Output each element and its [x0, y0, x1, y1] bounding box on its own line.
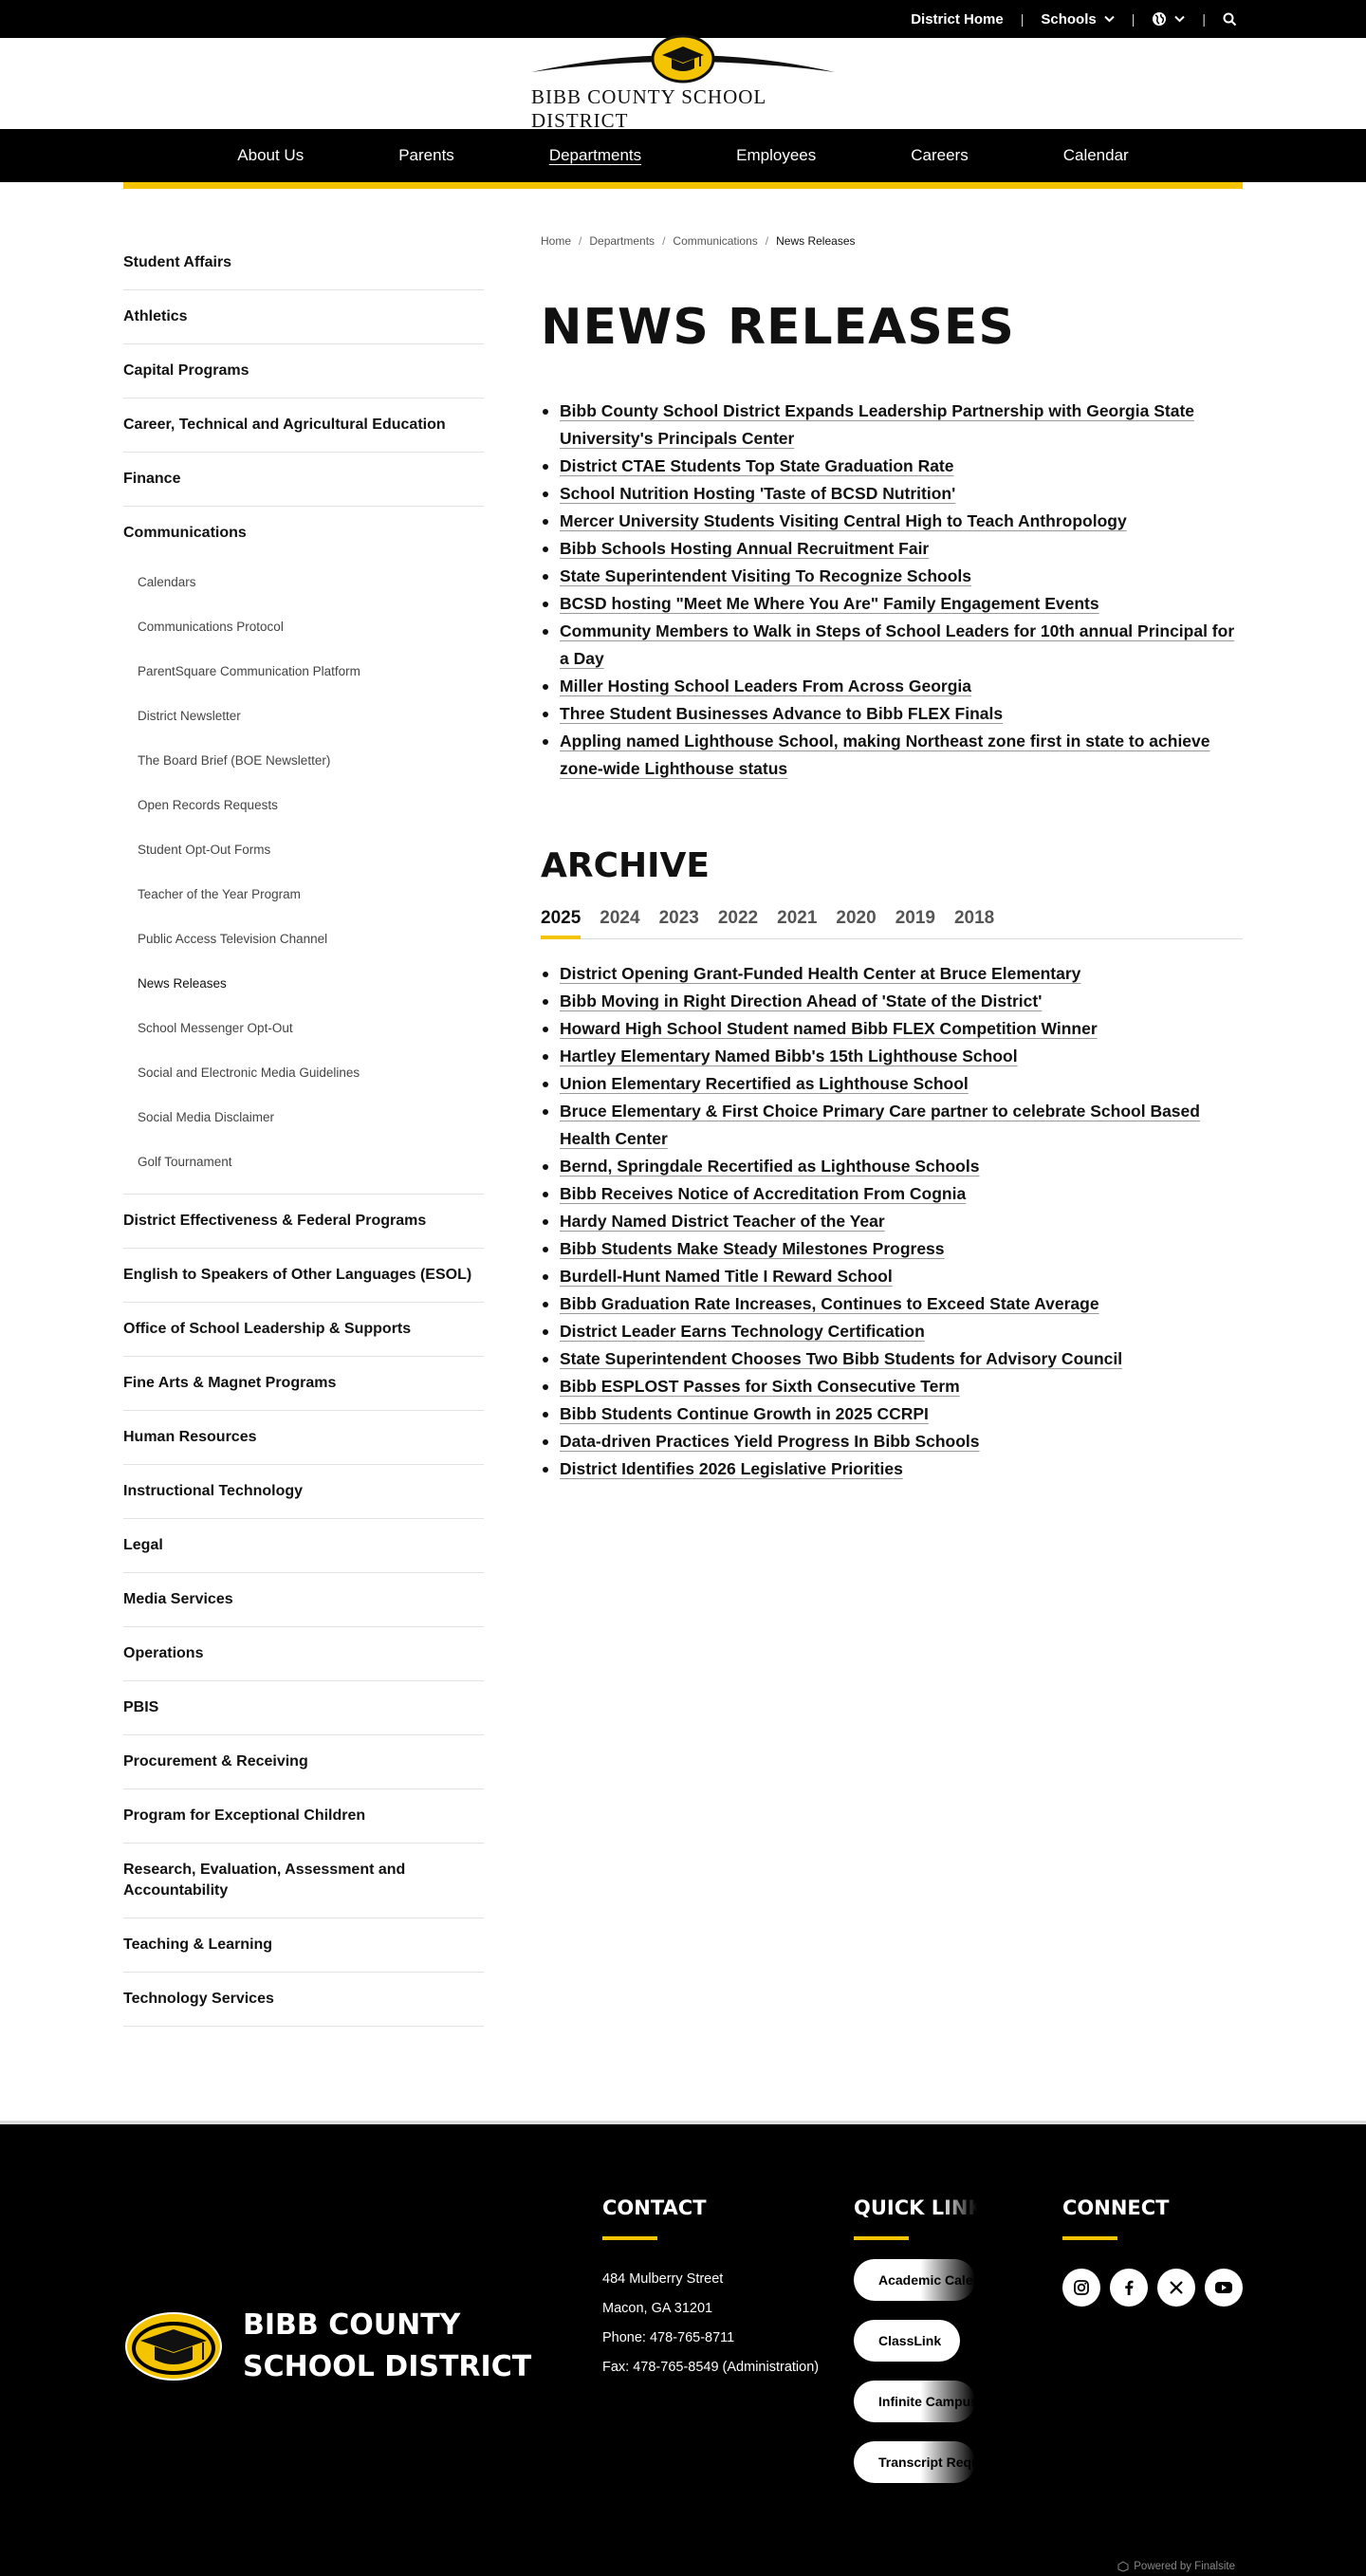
accent-strip: [123, 182, 1243, 189]
contact-address-line1: 484 Mulberry Street: [602, 2271, 724, 2287]
sidebar-item-communications[interactable]: Communications: [123, 525, 247, 541]
breadcrumb-separator: /: [765, 234, 769, 248]
sidebar-item-fine-arts-magnet-programs[interactable]: Fine Arts & Magnet Programs: [123, 1357, 484, 1411]
social-links: [1062, 2269, 1243, 2307]
quick-link-infinite-campus[interactable]: Infinite Campus: [854, 2381, 975, 2422]
list-item: [541, 1263, 1243, 1290]
news-link[interactable]: District Identifies 2026 Legislative Priorities: [560, 1459, 903, 1478]
tab-year-2025[interactable]: 2025: [541, 902, 581, 938]
footer-name-line1: BIBB COUNTY: [243, 2308, 461, 2342]
news-link[interactable]: Bibb County School District Expands Leadership Partnership with Georgia State University's Principals Center: [560, 401, 1194, 448]
sidebar-item-english-to-speakers-of-other-languages-esol[interactable]: English to Speakers of Other Languages (ESOL): [123, 1249, 484, 1303]
list-item: [541, 480, 1243, 508]
sidebar-subitem-social-media-disclaimer[interactable]: Social Media Disclaimer: [138, 1110, 275, 1124]
logo-header: [0, 38, 1366, 132]
footer: [0, 2121, 1366, 2576]
quick-links-accent-bar: [854, 2236, 909, 2240]
list-item: [541, 1153, 1243, 1180]
list-item: [541, 1290, 1243, 1318]
nav-calendar[interactable]: Calendar: [1062, 146, 1129, 164]
x-icon[interactable]: [1157, 2269, 1195, 2307]
sidebar-item-technology-services[interactable]: Technology Services: [123, 1973, 484, 2027]
list-item: [541, 1400, 1243, 1428]
powered-by[interactable]: [1117, 2561, 1235, 2572]
tab-year-2021[interactable]: 2021: [777, 908, 818, 928]
news-link[interactable]: District Leader Earns Technology Certification: [560, 1322, 925, 1341]
search-icon: [1223, 12, 1237, 27]
list-item: [541, 398, 1243, 453]
footer-logo[interactable]: [123, 2305, 531, 2388]
main-nav: [0, 129, 1366, 182]
schools-label: Schools: [1041, 10, 1097, 28]
news-link[interactable]: Appling named Lighthouse School, making Northeast zone first in state to achieve zone-wide Lighthouse status: [560, 732, 1210, 778]
sidebar-subitem-student-opt-out-forms[interactable]: Student Opt-Out Forms: [138, 843, 271, 857]
news-link[interactable]: Miller Hosting School Leaders From Across Georgia: [560, 676, 972, 695]
sidebar-item-district-effectiveness-federal-programs[interactable]: District Effectiveness & Federal Programs: [123, 1195, 484, 1249]
news-list: [541, 398, 1243, 783]
sidebar-subitem-news-releases[interactable]: News Releases: [138, 976, 227, 991]
finalsite-icon: [1117, 2561, 1129, 2572]
utility-separator: |: [1020, 11, 1024, 27]
utility-bar: [0, 0, 1366, 38]
connect-heading: CONNECT: [1062, 2196, 1170, 2219]
contact-accent-bar: [602, 2236, 657, 2240]
graduation-cap-logo-icon: [531, 34, 835, 83]
sidebar-item-legal[interactable]: Legal: [123, 1519, 484, 1573]
list-item: [541, 1043, 1243, 1070]
footer-district-name: [243, 2305, 531, 2388]
news-link[interactable]: Bibb Graduation Rate Increases, Continues to Exceed State Average: [560, 1294, 1099, 1313]
utility-separator: |: [1131, 11, 1135, 27]
list-item: [541, 1428, 1243, 1455]
sidebar-item-athletics[interactable]: Athletics: [123, 290, 484, 344]
sidebar-subitem-school-messenger-opt-out[interactable]: School Messenger Opt-Out: [138, 1021, 293, 1035]
sidebar-subitem-social-and-electronic-media-guidelines[interactable]: Social and Electronic Media Guidelines: [138, 1066, 360, 1080]
powered-by-text: Powered by Finalsite: [1134, 2561, 1235, 2572]
contact-details: [602, 2265, 819, 2382]
archive-title: ARCHIVE: [541, 846, 710, 885]
youtube-icon[interactable]: [1205, 2269, 1243, 2307]
news-link[interactable]: Union Elementary Recertified as Lighthouse School: [560, 1074, 969, 1093]
quick-link-academic-calendars[interactable]: Academic Calendars: [854, 2259, 975, 2301]
nav-parents[interactable]: Parents: [398, 146, 454, 164]
news-link[interactable]: Hardy Named District Teacher of the Year: [560, 1212, 885, 1231]
tab-year-2019[interactable]: 2019: [895, 908, 935, 928]
list-item: [541, 1098, 1243, 1153]
news-link[interactable]: Mercer University Students Visiting Central High to Teach Anthropology: [560, 511, 1127, 530]
list-item: [541, 1235, 1243, 1263]
breadcrumb: [541, 234, 1243, 248]
footer-connect: [1062, 2196, 1243, 2307]
sidebar-subitem-open-records-requests[interactable]: Open Records Requests: [138, 798, 278, 812]
news-link[interactable]: Bibb Moving in Right Direction Ahead of 'State of the District': [560, 991, 1043, 1010]
translate-dropdown[interactable]: [1135, 11, 1202, 27]
news-link[interactable]: Bibb Students Continue Growth in 2025 CCRPI: [560, 1404, 929, 1423]
nav-departments[interactable]: Departments: [548, 146, 642, 164]
sidebar-subitems: [123, 560, 484, 1184]
sidebar-item-operations[interactable]: Operations: [123, 1627, 484, 1681]
search-button[interactable]: [1206, 12, 1254, 27]
list-item: [541, 1070, 1243, 1098]
news-link[interactable]: District Opening Grant-Funded Health Center at Bruce Elementary: [560, 964, 1081, 983]
list-item: [541, 700, 1243, 728]
tab-year-2023[interactable]: 2023: [658, 908, 699, 928]
nav-employees[interactable]: Employees: [736, 146, 817, 164]
list-item: [541, 618, 1243, 673]
list-item: [541, 960, 1243, 988]
breadcrumb-separator: /: [662, 234, 666, 248]
sidebar-subitem-district-newsletter[interactable]: District Newsletter: [138, 709, 241, 723]
contact-address-line2: Macon, GA 31201: [602, 2301, 713, 2316]
utility-separator: |: [1202, 11, 1206, 27]
page-title: NEWS RELEASES: [541, 299, 1015, 356]
news-link[interactable]: Three Student Businesses Advance to Bibb FLEX Finals: [560, 704, 1004, 723]
list-item: [541, 1318, 1243, 1345]
sidebar-bottom-items: [123, 1195, 484, 2027]
list-item: [541, 1208, 1243, 1235]
list-item: [541, 1455, 1243, 1483]
sidebar-subitem-parentsquare-communication-platform[interactable]: ParentSquare Communication Platform: [138, 664, 360, 678]
news-link[interactable]: Bibb Receives Notice of Accreditation From Cognia: [560, 1184, 967, 1203]
tab-year-2018[interactable]: 2018: [953, 908, 995, 928]
sidebar-item-pbis[interactable]: PBIS: [123, 1681, 484, 1735]
page-body: [0, 189, 1366, 2027]
footer-contact: [602, 2196, 819, 2382]
quick-links-list: [854, 2259, 1009, 2483]
breadcrumb-separator: /: [579, 234, 582, 248]
chevron-down-icon: [1104, 15, 1115, 23]
sidebar-subitem-communications-protocol[interactable]: Communications Protocol: [138, 620, 284, 634]
news-link[interactable]: Bernd, Springdale Recertified as Lighthouse Schools: [560, 1157, 980, 1176]
contact-phone[interactable]: Phone: 478-765-8711: [602, 2330, 735, 2345]
sidebar-item-student-affairs[interactable]: Student Affairs: [123, 236, 484, 290]
instagram-icon[interactable]: [1062, 2269, 1100, 2307]
sidebar-group-communications: [123, 507, 484, 1195]
contact-heading: CONTACT: [602, 2196, 707, 2219]
connect-accent-bar: [1062, 2236, 1117, 2240]
breadcrumb-departments[interactable]: Departments: [589, 234, 655, 248]
footer-quick-links: [854, 2196, 1009, 2483]
news-link[interactable]: Hartley Elementary Named Bibb's 15th Lighthouse School: [560, 1047, 1018, 1066]
sidebar-top-items: [123, 236, 484, 507]
list-item: [541, 590, 1243, 618]
sidebar-item-procurement-receiving[interactable]: Procurement & Receiving: [123, 1735, 484, 1789]
chevron-down-icon: [1174, 15, 1185, 23]
news-link[interactable]: State Superintendent Chooses Two Bibb Students for Advisory Council: [560, 1349, 1123, 1368]
list-item: [541, 508, 1243, 535]
news-link[interactable]: Community Members to Walk in Steps of School Leaders for 10th annual Principal for a Day: [560, 621, 1235, 668]
news-link[interactable]: Bibb Schools Hosting Annual Recruitment Fair: [560, 539, 930, 558]
breadcrumb-home[interactable]: Home: [541, 234, 572, 248]
schools-dropdown[interactable]: [1024, 11, 1131, 28]
quick-link-transcript-requests[interactable]: Transcript Requests: [854, 2441, 975, 2483]
main-content: [541, 189, 1243, 2027]
district-logo[interactable]: [531, 34, 835, 133]
news-link[interactable]: School Nutrition Hosting 'Taste of BCSD Nutrition': [560, 484, 956, 503]
sidebar-subitem-golf-tournament[interactable]: Golf Tournament: [138, 1155, 232, 1169]
news-link[interactable]: Bibb Students Make Steady Milestones Progress: [560, 1239, 945, 1258]
sidebar-subitem-the-board-brief-boe-newsletter[interactable]: The Board Brief (BOE Newsletter): [138, 753, 331, 768]
quick-link-classlink[interactable]: ClassLink: [854, 2320, 960, 2362]
quick-links-heading: QUICK LINKS: [854, 2196, 998, 2219]
tab-year-2024[interactable]: 2024: [600, 908, 640, 928]
news-link[interactable]: Bruce Elementary & First Choice Primary Care partner to celebrate School Based Health Center: [560, 1102, 1200, 1148]
list-item: [541, 1180, 1243, 1208]
list-item: [541, 1345, 1243, 1373]
globe-icon: [1152, 11, 1167, 27]
district-home-link[interactable]: District Home: [911, 10, 1004, 28]
news-link[interactable]: Bibb ESPLOST Passes for Sixth Consecutive Term: [560, 1377, 960, 1396]
list-item: [541, 563, 1243, 590]
news-link[interactable]: Data-driven Practices Yield Progress In Bibb Schools: [560, 1432, 980, 1451]
news-link[interactable]: Burdell-Hunt Named Title I Reward School: [560, 1267, 893, 1286]
news-link[interactable]: District CTAE Students Top State Graduation Rate: [560, 456, 954, 475]
sidebar-item-career-technical-and-agricultural-education[interactable]: Career, Technical and Agricultural Education: [123, 398, 484, 453]
logo-text: BIBB COUNTY SCHOOL DISTRICT: [531, 85, 766, 132]
sidebar-item-research-evaluation-assessment-and-accountability[interactable]: Research, Evaluation, Assessment and Accountability: [123, 1844, 484, 1918]
list-item: [541, 535, 1243, 563]
nav-careers[interactable]: Careers: [911, 146, 969, 164]
news-link[interactable]: BCSD hosting "Meet Me Where You Are" Family Engagement Events: [560, 594, 1099, 613]
facebook-icon[interactable]: [1110, 2269, 1148, 2307]
tab-year-2022[interactable]: 2022: [717, 908, 759, 928]
breadcrumb-current: News Releases: [776, 234, 856, 248]
sidebar-item-program-for-exceptional-children[interactable]: Program for Exceptional Children: [123, 1789, 484, 1844]
list-item: [541, 988, 1243, 1015]
news-link[interactable]: Howard High School Student named Bibb FLEX Competition Winner: [560, 1019, 1098, 1038]
footer-name-line2: SCHOOL DISTRICT: [243, 2350, 532, 2383]
breadcrumb-communications[interactable]: Communications: [673, 234, 758, 248]
sidebar-item-finance[interactable]: Finance: [123, 453, 484, 507]
contact-fax: Fax: 478-765-8549 (Administration): [602, 2360, 820, 2375]
graduation-cap-logo-icon: [123, 2310, 224, 2382]
news-link[interactable]: State Superintendent Visiting To Recognize Schools: [560, 566, 971, 585]
sidebar-subitem-teacher-of-the-year-program[interactable]: Teacher of the Year Program: [138, 887, 301, 901]
sidebar-subitem-calendars[interactable]: Calendars: [138, 575, 196, 589]
archive-year-tabs: [541, 902, 1243, 939]
list-item: [541, 453, 1243, 480]
nav-about-us[interactable]: About Us: [237, 146, 305, 164]
sidebar-item-human-resources[interactable]: Human Resources: [123, 1411, 484, 1465]
tab-year-2020[interactable]: 2020: [836, 908, 877, 928]
sidebar-item-instructional-technology[interactable]: Instructional Technology: [123, 1465, 484, 1519]
list-item: [541, 673, 1243, 700]
list-item: [541, 1373, 1243, 1400]
list-item: [541, 728, 1243, 783]
archive-list: [541, 960, 1243, 1483]
list-item: [541, 1015, 1243, 1043]
sidebar-item-office-of-school-leadership-supports[interactable]: Office of School Leadership & Supports: [123, 1303, 484, 1357]
sidebar-item-teaching-learning[interactable]: Teaching & Learning: [123, 1918, 484, 1973]
sidebar-item-capital-programs[interactable]: Capital Programs: [123, 344, 484, 398]
sidebar-item-media-services[interactable]: Media Services: [123, 1573, 484, 1627]
sidebar-subitem-public-access-television-channel[interactable]: Public Access Television Channel: [138, 932, 328, 946]
sidebar: [123, 189, 484, 2027]
